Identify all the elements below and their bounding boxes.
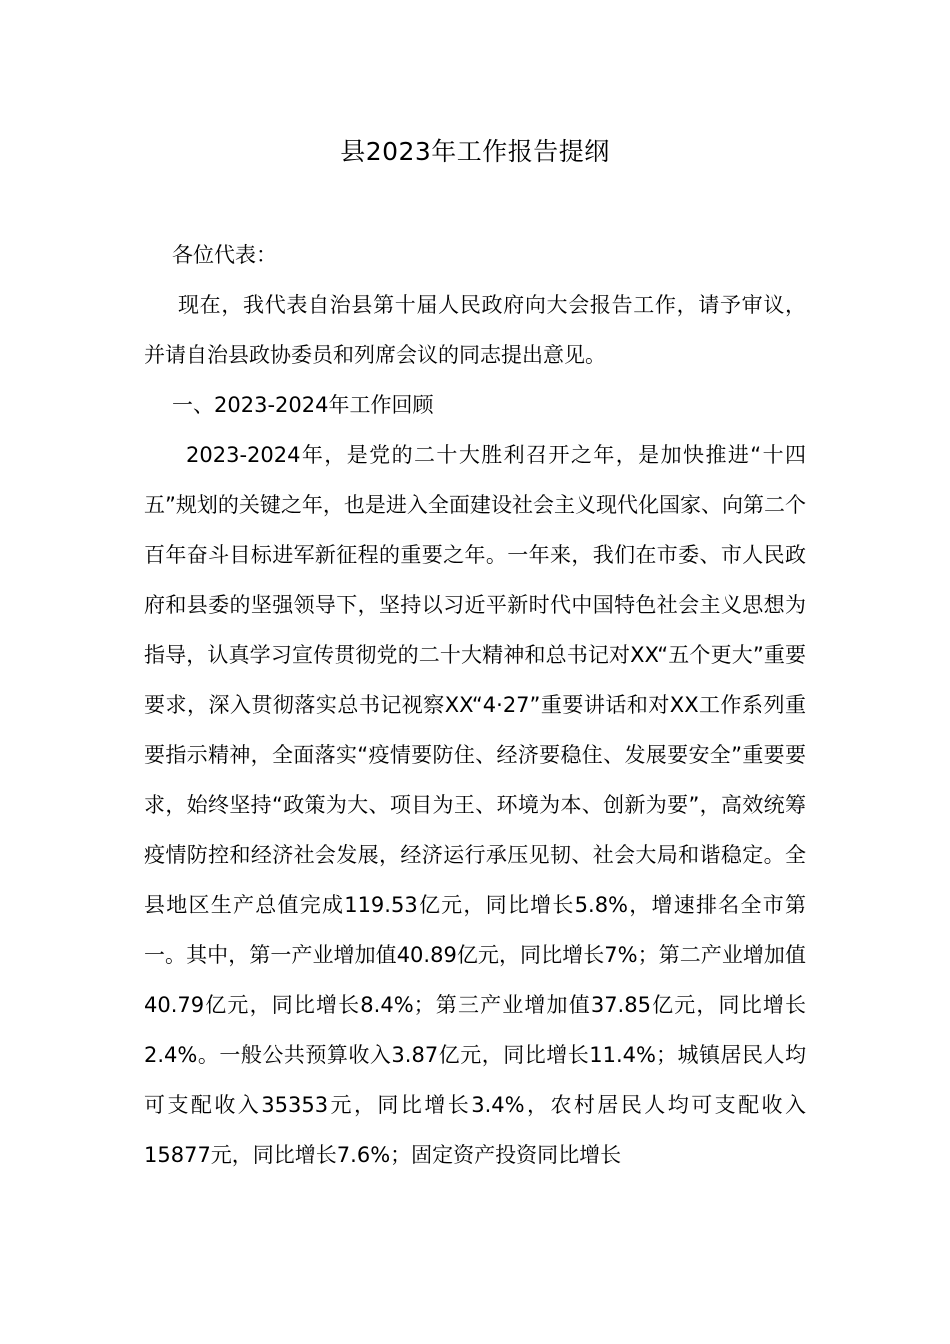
section-heading: 一、2023-2024年工作回顾 <box>172 393 434 417</box>
review-paragraph: 2023-2024年，是党的二十大胜利召开之年，是加快推进“十四五”规划的关键之年，也是进入全面建设社会主义现代化国家、向第二个百年奋斗目标进军新征程的重要之年。一年来，我们在市委、市人民政府和县委的坚强领导下，坚持以习近平新时代中国特色社会主义思想为指导，认真学习宣传贯彻党的二十大精神和总书记对XX“五个更大”重要要求，深入贯彻落实总书记视察XX“4·27”重要讲话和对XX工作系列重要指示精神，全面落实“疫情要防住、经济要稳住、发展要安全”重要要求，始终坚持“政策为大、项目为王、环境为本、创新为要”，高效统筹疫情防控和经济社会发展，经济运行承压见韧、社会大局和谐稳定。全县地区生产总值完成119.53亿元，同比增长5.8%，增速排名全市第一。其中，第一产业增加值40.89亿元，同比增长7%；第二产业增加值40.79亿元，同比增长8.4%；第三产业增加值37.85亿元，同比增长2.4%。一般公共预算收入3.87亿元，同比增长11.4%；城镇居民人均可支配收入35353元，同比增长3.4%，农村居民人均可支配收入15877元，同比增长7.6%；固定资产投资同比增长 <box>144 443 806 1167</box>
intro-paragraph: 现在，我代表自治县第十届人民政府向大会报告工作，请予审议，并请自治县政协委员和列席会议的同志提出意见。 <box>144 293 806 367</box>
salutation-paragraph: 各位代表： <box>172 243 277 267</box>
document-title: 县2023年工作报告提纲 <box>340 137 610 166</box>
document-body <box>144 230 806 1180</box>
